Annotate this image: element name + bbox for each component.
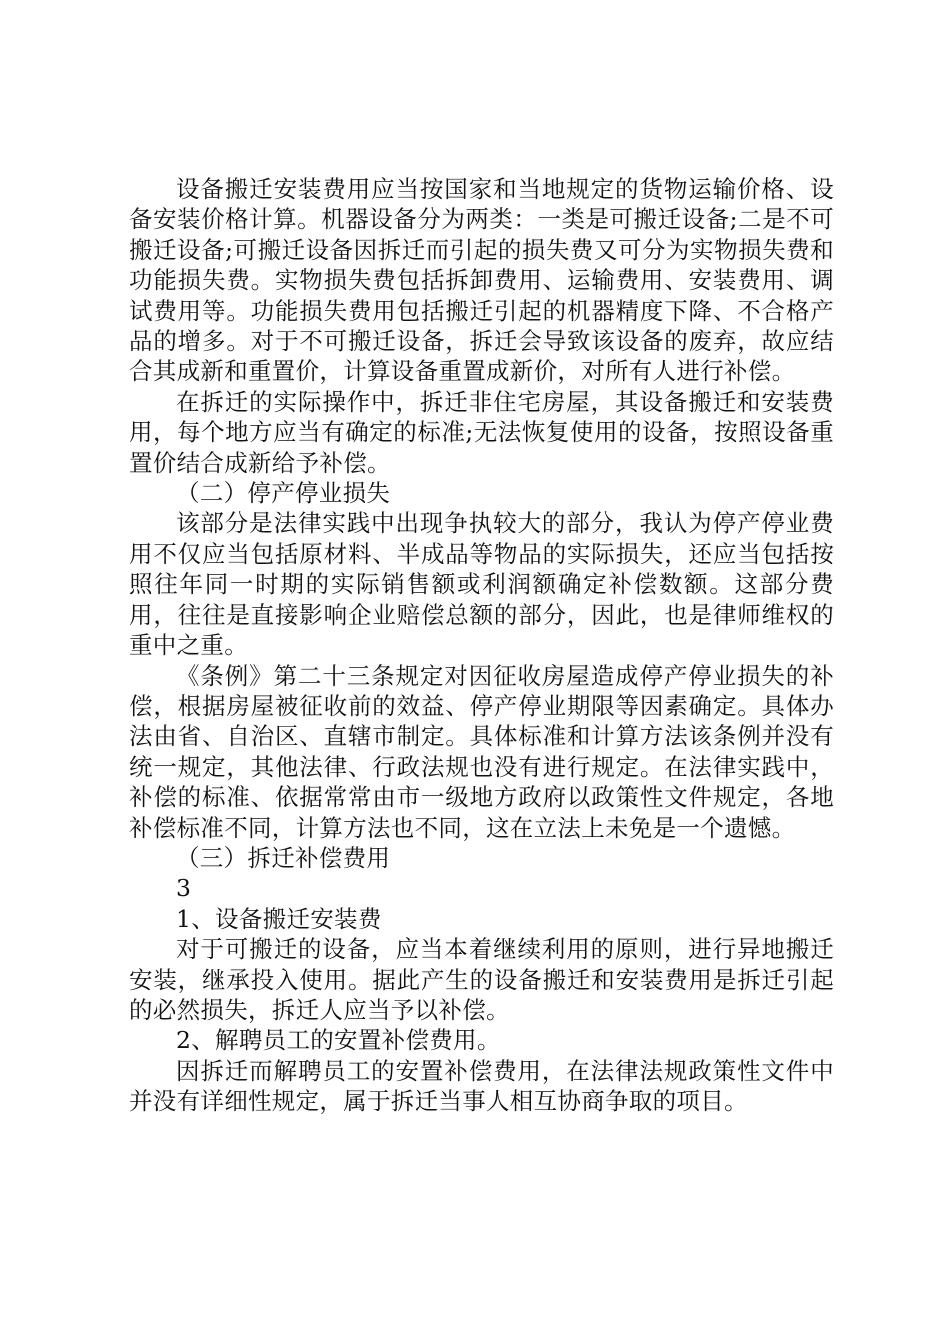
subheading-equipment-installation: 1、设备搬迁安装费 <box>176 904 382 933</box>
paragraph-equipment-relocation-cost: 设备搬迁安装费用应当按国家和当地规定的货物运输价格、设备安装价格计算。机器设备分为两类：一类是可搬迁设备;二是不可搬迁设备;可搬迁设备因拆迁而引起的损失费又可分为实物损失费和功能损失费。实物损失费包括拆卸费用、运输费用、安装费用、调试费用等。功能损失费用包括搬迁引起的机器精度下降、不合格产品的增多。对于不可搬迁设备，拆迁会导致该设备的废弃，故应结合其成新和重置价，计算设备重置成新价，对所有人进行补偿。 <box>129 175 834 386</box>
paragraph-relocatable-equipment: 对于可搬迁的设备，应当本着继续利用的原则，进行异地搬迁安装，继承投入使用。据此产生的设备搬迁和安装费用是拆迁引起的必然损失，拆迁人应当予以补偿。 <box>129 935 834 1024</box>
document-body <box>129 174 834 1117</box>
paragraph-practical-operation: 在拆迁的实际操作中，拆迁非住宅房屋，其设备搬迁和安装费用，每个地方应当有确定的标准;无法恢复使用的设备，按照设备重置价结合成新给予补偿。 <box>129 387 834 477</box>
paragraph-business-loss-dispute: 该部分是法律实践中出现争执较大的部分，我认为停产停业费用不仅应当包括原材料、半成品等物品的实际损失，还应当包括按照往年同一时期的实际销售额或利润额确定补偿数额。这部分费用，往往是直接影响企业赔偿总额的部分，因此，也是律师维权的重中之重。 <box>129 509 834 660</box>
page-number: 3 <box>176 874 192 903</box>
section-heading-compensation-fees: （三）拆迁补偿费用 <box>176 843 391 872</box>
subheading-employee-compensation: 2、解聘员工的安置补偿费用。 <box>176 1026 501 1055</box>
paragraph-employee-compensation: 因拆迁而解聘员工的安置补偿费用，在法律法规政策性文件中并没有详细性规定，属于拆迁当事人相互协商争取的项目。 <box>129 1056 834 1116</box>
section-heading-business-loss: （二）停产停业损失 <box>176 479 391 508</box>
paragraph-regulation-article-23: 《条例》第二十三条规定对因征收房屋造成停产停业损失的补偿，根据房屋被征收前的效益、停产停业期限等因素确定。具体办法由省、自治区、直辖市制定。具体标准和计算方法该条例并没有统一规定，其他法律、行政法规也没有进行规定。在法律实践中，补偿的标准、依据常常由市一级地方政府以政策性文件规定，各地补偿标准不同，计算方法也不同，这在立法上未免是一个遗憾。 <box>129 661 834 842</box>
